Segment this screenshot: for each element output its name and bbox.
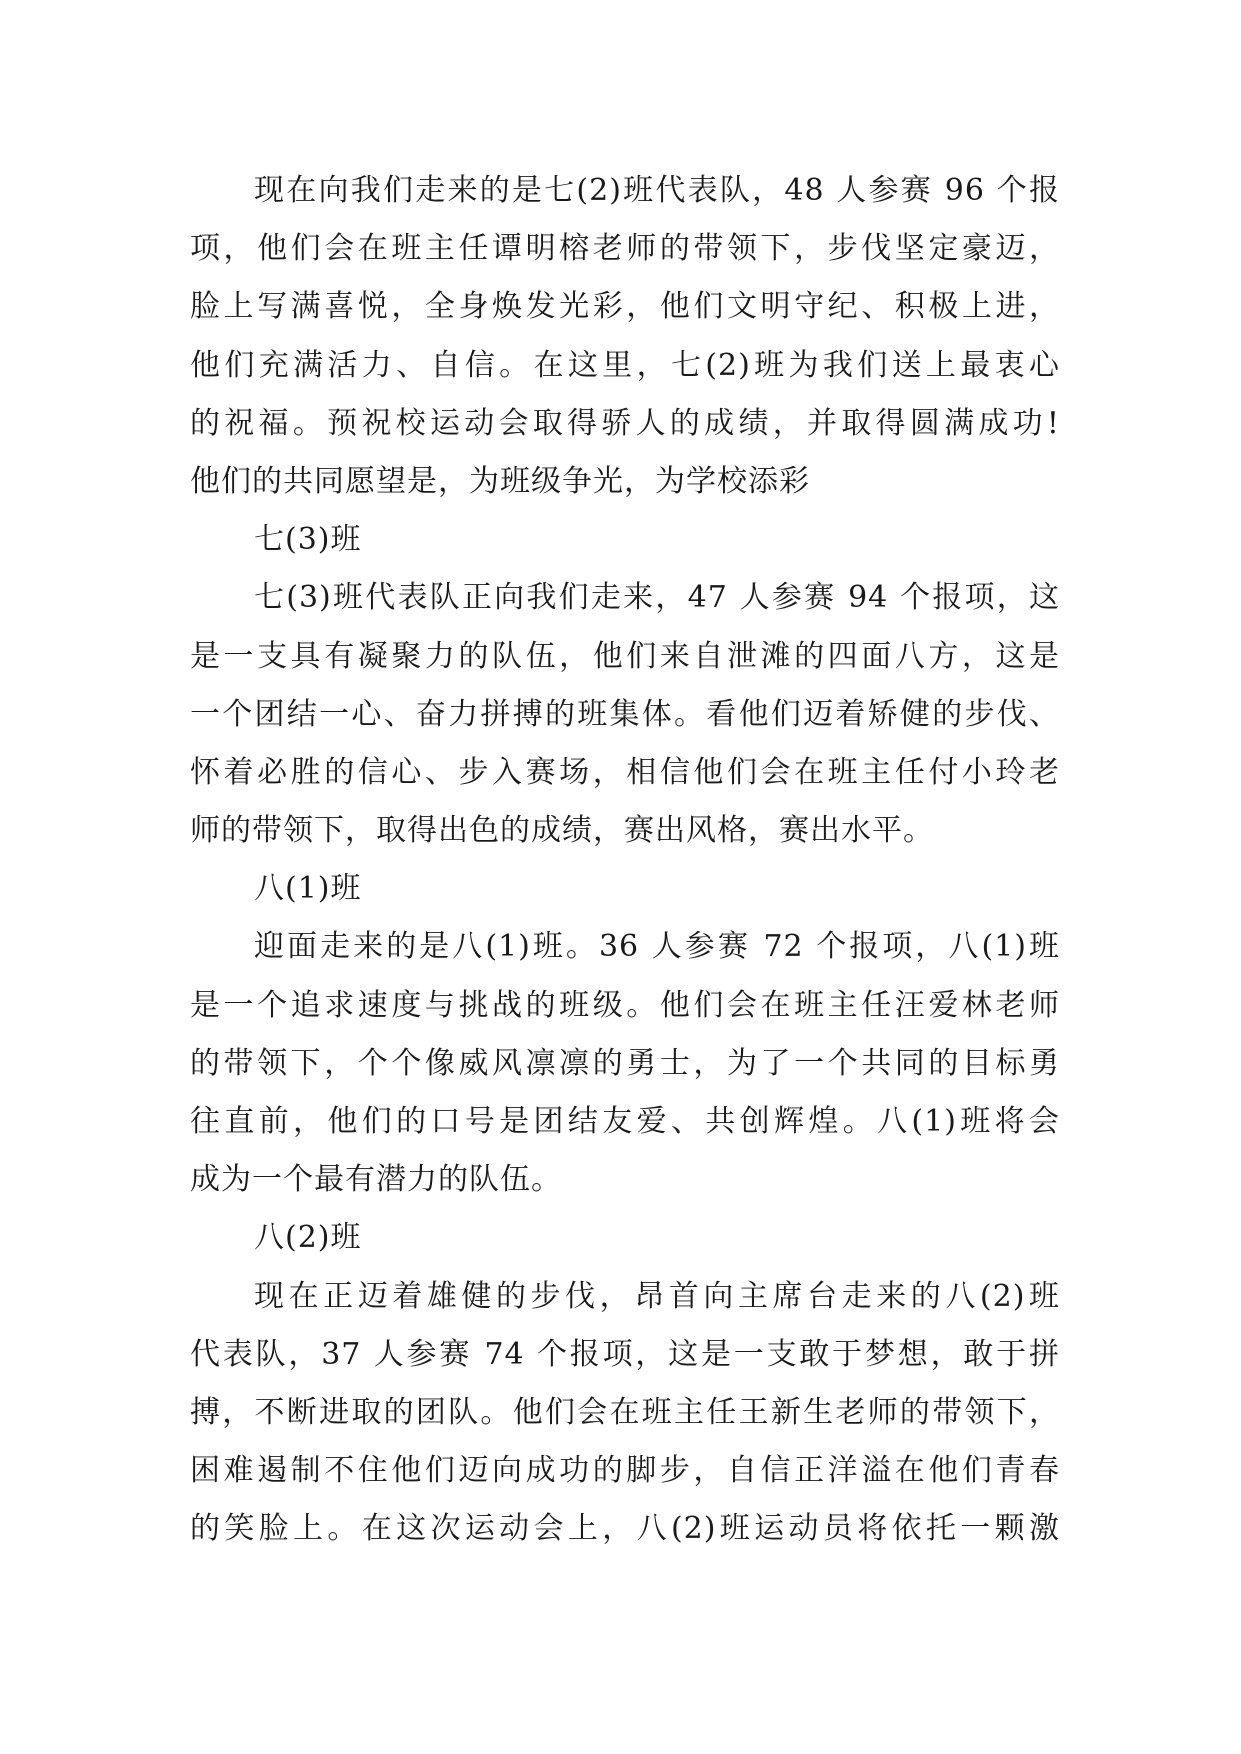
paragraph-class-7-3 [190, 569, 1060, 860]
text-line: 怀着必胜的信心、步入赛场，相信他们会在班主任付小玲老 [190, 754, 1060, 790]
text-line: 困难遏制不住他们迈向成功的脚步，自信正洋溢在他们青春 [190, 1453, 1060, 1489]
text-line: 的带领下，个个像威风凛凛的勇士，为了一个共同的目标勇 [190, 1045, 1060, 1081]
paragraph-class-8-1 [190, 918, 1060, 1209]
section-heading-class-8-2: 八(2)班 [254, 1220, 362, 1256]
text-line: 他们的共同愿望是，为班级争光，为学校添彩 [190, 463, 810, 499]
text-line: 的祝福。预祝校运动会取得骄人的成绩，并取得圆满成功! [190, 405, 1060, 441]
text-line: 迎面走来的是八(1)班。36 人参赛 72 个报项，八(1)班 [254, 929, 1060, 965]
document-body [190, 162, 1060, 1559]
paragraph-class-8-2 [190, 1268, 1060, 1559]
text-line: 现在正迈着雄健的步伐，昂首向主席台走来的八(2)班 [254, 1278, 1060, 1314]
text-line: 他们充满活力、自信。在这里，七(2)班为我们送上最衷心 [190, 347, 1060, 383]
section-heading-class-7-3: 七(3)班 [254, 522, 362, 558]
text-line: 代表队，37 人参赛 74 个报项，这是一支敢于梦想，敢于拼 [190, 1336, 1060, 1372]
text-line: 是一个追求速度与挑战的班级。他们会在班主任汪爱林老师 [190, 987, 1060, 1023]
text-line: 现在向我们走来的是七(2)班代表队，48 人参赛 96 个报 [254, 173, 1060, 208]
text-line: 往直前，他们的口号是团结友爱、共创辉煌。八(1)班将会 [190, 1104, 1060, 1139]
text-line: 是一支具有凝聚力的队伍，他们来自泄滩的四面八方，这是 [190, 638, 1060, 674]
text-line: 一个团结一心、奋力拼搏的班集体。看他们迈着矫健的步伐、 [190, 696, 1060, 732]
text-line: 师的带领下，取得出色的成绩，赛出风格，赛出水平。 [190, 813, 934, 849]
text-line: 脸上写满喜悦，全身焕发光彩，他们文明守纪、积极上进， [190, 289, 1060, 325]
text-line: 成为一个最有潜力的队伍。 [190, 1162, 562, 1198]
text-line: 的笑脸上。在这次运动会上，八(2)班运动员将依托一颗激 [190, 1511, 1060, 1547]
text-line: 七(3)班代表队正向我们走来，47 人参赛 94 个报项，这 [254, 580, 1060, 616]
section-heading-class-8-1: 八(1)班 [254, 871, 362, 907]
text-line: 搏，不断进取的团队。他们会在班主任王新生老师的带领下， [190, 1394, 1060, 1430]
text-line: 项，他们会在班主任谭明榕老师的带领下，步伐坚定豪迈， [190, 231, 1060, 267]
paragraph-class-7-2 [190, 162, 1060, 511]
